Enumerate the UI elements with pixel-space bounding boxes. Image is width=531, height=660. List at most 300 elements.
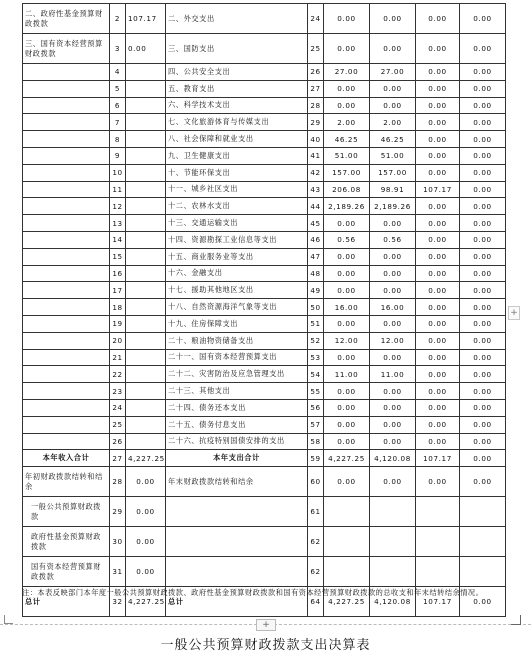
table-cell: 三、国有资本经营预算财政拨款 (23, 34, 110, 64)
table-cell: 4,227.25 (324, 587, 370, 617)
table-cell: 0.00 (126, 497, 166, 527)
table-cell: 21 (110, 349, 126, 366)
table-cell: 157.00 (370, 164, 416, 181)
table-cell: 0.00 (460, 349, 506, 366)
table-cell (126, 181, 166, 198)
table-cell: 107.17 (416, 450, 460, 467)
table-cell: 4,227.25 (126, 587, 166, 617)
table-cell: 20 (110, 332, 126, 349)
table-cell: 6 (110, 97, 126, 114)
table-cell: 0.00 (460, 450, 506, 467)
table-cell: 0.00 (460, 215, 506, 232)
table-cell: 0.00 (416, 315, 460, 332)
table-cell (126, 315, 166, 332)
table-row (23, 147, 506, 164)
table-cell (126, 265, 166, 282)
table-cell: 56 (308, 399, 324, 416)
table-cell: 总计 (166, 587, 308, 617)
table-cell: 12.00 (324, 332, 370, 349)
table-cell (23, 97, 110, 114)
table-cell: 11.00 (324, 366, 370, 383)
table-cell: 二、政府性基金预算财政拨款 (23, 4, 110, 34)
table-cell: 0.00 (416, 265, 460, 282)
table-cell (126, 164, 166, 181)
table-cell (460, 527, 506, 557)
table-cell: 0.00 (370, 215, 416, 232)
table-cell: 7 (110, 114, 126, 131)
table-cell (126, 97, 166, 114)
table-row (23, 34, 506, 64)
table-cell: 0.00 (126, 557, 166, 587)
table-cell: 13 (110, 215, 126, 232)
table-cell: 46.25 (324, 131, 370, 148)
table-cell: 二十二、灾害防治及应急管理支出 (166, 366, 308, 383)
table-cell: 11.00 (370, 366, 416, 383)
table-cell: 47 (308, 248, 324, 265)
table-cell: 七、文化旅游体育与传媒支出 (166, 114, 308, 131)
table-cell: 二十六、抗疫特别国债安排的支出 (166, 433, 308, 450)
table-cell: 十八、自然资源海洋气象等支出 (166, 299, 308, 316)
table-cell (126, 198, 166, 215)
table-cell: 9 (110, 147, 126, 164)
table-cell: 0.00 (460, 147, 506, 164)
table-cell: 十四、资源勘探工业信息等支出 (166, 231, 308, 248)
table-cell: 64 (308, 587, 324, 617)
table-cell: 0.00 (460, 433, 506, 450)
table-cell: 98.91 (370, 181, 416, 198)
table-row (23, 4, 506, 34)
table-cell: 14 (110, 231, 126, 248)
table-cell: 31 (110, 557, 126, 587)
table-cell: 0.00 (416, 282, 460, 299)
table-row (23, 198, 506, 215)
table-cell: 0.00 (126, 467, 166, 497)
table-cell: 五、教育支出 (166, 80, 308, 97)
table-cell (126, 416, 166, 433)
table-cell: 十九、住房保障支出 (166, 315, 308, 332)
table-cell: 0.00 (460, 97, 506, 114)
table-cell: 0.00 (460, 416, 506, 433)
table-cell (370, 497, 416, 527)
page-corner-marker (511, 615, 521, 625)
table-cell: 4 (110, 64, 126, 81)
table-cell: 0.00 (370, 265, 416, 282)
table-cell: 45 (308, 215, 324, 232)
side-expand-button[interactable]: + (508, 306, 520, 320)
table-cell: 0.00 (416, 97, 460, 114)
table-cell: 0.00 (324, 399, 370, 416)
table-cell: 0.00 (370, 34, 416, 64)
table-cell: 0.00 (324, 248, 370, 265)
table-cell: 0.00 (460, 265, 506, 282)
table-cell: 48 (308, 265, 324, 282)
table-cell: 0.00 (324, 467, 370, 497)
table-cell (23, 299, 110, 316)
table-row (23, 383, 506, 400)
table-cell (126, 349, 166, 366)
table-cell: 16.00 (370, 299, 416, 316)
table-cell: 0.00 (370, 383, 416, 400)
table-cell: 19 (110, 315, 126, 332)
table-cell: 0.00 (370, 416, 416, 433)
table-row (23, 114, 506, 131)
table-cell: 0.00 (324, 265, 370, 282)
table-cell: 0.00 (416, 215, 460, 232)
table-cell: 49 (308, 282, 324, 299)
table-cell: 0.00 (370, 97, 416, 114)
table-cell (166, 497, 308, 527)
table-cell (23, 114, 110, 131)
table-cell: 本年收入合计 (23, 450, 110, 467)
table-cell: 本年支出合计 (166, 450, 308, 467)
next-table-title: 一般公共预算财政拨款支出决算表 (160, 638, 371, 653)
table-cell: 17 (110, 282, 126, 299)
table-cell (166, 527, 308, 557)
table-cell: 0.00 (460, 131, 506, 148)
table-cell: 2,189.26 (324, 198, 370, 215)
table-cell: 0.00 (324, 433, 370, 450)
table-cell: 53 (308, 349, 324, 366)
table-cell: 51.00 (324, 147, 370, 164)
table-cell: 0.00 (370, 433, 416, 450)
table-cell (460, 557, 506, 587)
table-cell: 61 (308, 497, 324, 527)
table-cell: 0.00 (370, 467, 416, 497)
table-row (23, 64, 506, 81)
table-cell: 0.00 (460, 282, 506, 299)
table-cell: 0.00 (460, 299, 506, 316)
table-cell: 4,227.25 (126, 450, 166, 467)
table-row (23, 557, 506, 587)
table-row (23, 248, 506, 265)
appropriation-table (22, 3, 506, 617)
table-cell: 27.00 (370, 64, 416, 81)
table-cell: 157.00 (324, 164, 370, 181)
table-cell (23, 265, 110, 282)
table-cell: 0.00 (416, 114, 460, 131)
table-cell: 16 (110, 265, 126, 282)
table-cell: 0.00 (416, 80, 460, 97)
table-cell: 10 (110, 164, 126, 181)
table-cell: 27 (308, 80, 324, 97)
table-cell: 总计 (23, 587, 110, 617)
table-cell (126, 231, 166, 248)
table-cell: 2.00 (324, 114, 370, 131)
table-cell: 0.00 (460, 198, 506, 215)
table-cell: 九、卫生健康支出 (166, 147, 308, 164)
table-cell: 0.00 (370, 349, 416, 366)
table-note: 注：本表反映部门本年度一般公共预算财政拨款、政府性基金预算财政拨款和国有资本经营预算财政拨款的总收支和年末结转结余情况。 (22, 588, 484, 597)
table-cell: 十一、城乡社区支出 (166, 181, 308, 198)
table-cell (324, 497, 370, 527)
table-cell (23, 181, 110, 198)
table-cell: 0.00 (416, 399, 460, 416)
table-cell (416, 557, 460, 587)
table-cell: 32 (110, 587, 126, 617)
table-cell: 0.00 (416, 383, 460, 400)
table-cell: 0.00 (460, 332, 506, 349)
table-cell (370, 527, 416, 557)
table-cell (23, 64, 110, 81)
table-cell: 0.00 (324, 416, 370, 433)
table-cell: 0.00 (460, 64, 506, 81)
table-cell: 0.00 (324, 34, 370, 64)
table-cell: 0.56 (324, 231, 370, 248)
table-cell (126, 114, 166, 131)
table-cell (416, 527, 460, 557)
table-cell: 年初财政拨款结转和结余 (23, 467, 110, 497)
table-cell: 51 (308, 315, 324, 332)
table-cell: 0.00 (324, 97, 370, 114)
table-row (23, 164, 506, 181)
table-cell: 二十一、国有资本经营预算支出 (166, 349, 308, 366)
table-cell (23, 147, 110, 164)
table-cell (126, 366, 166, 383)
table-row (23, 315, 506, 332)
table-cell: 0.00 (416, 433, 460, 450)
table-cell (23, 215, 110, 232)
table-cell: 0.00 (460, 114, 506, 131)
table-cell: 0.00 (416, 64, 460, 81)
table-cell: 22 (110, 366, 126, 383)
table-cell: 16.00 (324, 299, 370, 316)
table-cell: 六、科学技术支出 (166, 97, 308, 114)
table-cell (23, 366, 110, 383)
table-cell: 12.00 (370, 332, 416, 349)
table-cell: 0.00 (126, 34, 166, 64)
table-row (23, 527, 506, 557)
table-cell: 26 (110, 433, 126, 450)
table-cell: 政府性基金预算财政拨款 (23, 527, 110, 557)
table-cell: 0.00 (416, 147, 460, 164)
table-cell: 2.00 (370, 114, 416, 131)
table-cell: 18 (110, 299, 126, 316)
table-cell: 26 (308, 64, 324, 81)
table-cell (324, 557, 370, 587)
table-cell: 23 (110, 383, 126, 400)
table-cell (23, 80, 110, 97)
table-cell: 0.00 (370, 282, 416, 299)
table-cell: 8 (110, 131, 126, 148)
table-cell: 4,120.08 (370, 587, 416, 617)
table-cell: 0.00 (126, 527, 166, 557)
table-cell (166, 557, 308, 587)
table-cell: 0.00 (460, 164, 506, 181)
table-cell (23, 248, 110, 265)
table-cell: 4,120.08 (370, 450, 416, 467)
table-cell: 2,189.26 (370, 198, 416, 215)
table-cell: 44 (308, 198, 324, 215)
table-cell (126, 433, 166, 450)
table-cell: 0.00 (460, 315, 506, 332)
table-cell: 0.00 (324, 315, 370, 332)
table-cell: 0.00 (324, 349, 370, 366)
table-cell: 3 (110, 34, 126, 64)
table-cell (23, 231, 110, 248)
table-cell: 107.17 (126, 4, 166, 34)
table-cell: 62 (308, 527, 324, 557)
table-row (23, 349, 506, 366)
table-cell: 0.00 (460, 399, 506, 416)
table-cell (23, 198, 110, 215)
table-cell: 15 (110, 248, 126, 265)
table-cell (23, 433, 110, 450)
table-cell: 0.00 (416, 4, 460, 34)
table-row (23, 131, 506, 148)
table-cell (126, 299, 166, 316)
table-cell (23, 399, 110, 416)
table-cell: 57 (308, 416, 324, 433)
table-cell: 24 (110, 399, 126, 416)
table-cell: 0.00 (370, 80, 416, 97)
table-cell: 54 (308, 366, 324, 383)
table-cell: 0.56 (370, 231, 416, 248)
table-cell: 0.00 (324, 383, 370, 400)
table-row (23, 332, 506, 349)
table-cell (23, 315, 110, 332)
table-cell: 0.00 (324, 215, 370, 232)
table-row (23, 265, 506, 282)
table-cell: 28 (308, 97, 324, 114)
table-cell: 0.00 (324, 282, 370, 299)
table-cell: 0.00 (324, 4, 370, 34)
table-cell (126, 383, 166, 400)
table-cell: 43 (308, 181, 324, 198)
table-cell: 十三、交通运输支出 (166, 215, 308, 232)
table-cell: 0.00 (460, 231, 506, 248)
table-cell: 二、外交支出 (166, 4, 308, 34)
table-cell (126, 131, 166, 148)
table-cell: 40 (308, 131, 324, 148)
table-cell: 11 (110, 181, 126, 198)
table-cell (324, 527, 370, 557)
table-cell: 42 (308, 164, 324, 181)
table-cell: 107.17 (416, 181, 460, 198)
table-cell: 29 (308, 114, 324, 131)
table-cell: 十七、援助其他地区支出 (166, 282, 308, 299)
table-cell (23, 164, 110, 181)
table-row (23, 433, 506, 450)
table-cell: 0.00 (460, 366, 506, 383)
table-cell: 一般公共预算财政拨款 (23, 497, 110, 527)
table-cell: 0.00 (460, 587, 506, 617)
table-cell: 八、社会保障和就业支出 (166, 131, 308, 148)
table-cell (126, 399, 166, 416)
table-cell (126, 332, 166, 349)
table-cell: 0.00 (416, 416, 460, 433)
table-cell: 28 (110, 467, 126, 497)
table-cell: 0.00 (416, 366, 460, 383)
page-corner-marker-left (4, 615, 13, 624)
table-cell: 0.00 (416, 231, 460, 248)
table-cell: 十五、商业服务业等支出 (166, 248, 308, 265)
table-cell: 2 (110, 4, 126, 34)
table-cell: 0.00 (324, 80, 370, 97)
table-cell (23, 383, 110, 400)
table-cell: 二十三、其他支出 (166, 383, 308, 400)
table-row (23, 231, 506, 248)
table-cell: 24 (308, 4, 324, 34)
table-cell: 27.00 (324, 64, 370, 81)
table-row (23, 467, 506, 497)
table-cell: 30 (110, 527, 126, 557)
table-cell: 0.00 (460, 383, 506, 400)
table-row (23, 416, 506, 433)
table-cell (126, 215, 166, 232)
table-cell (23, 416, 110, 433)
table-row (23, 399, 506, 416)
table-cell (126, 248, 166, 265)
table-cell: 0.00 (460, 80, 506, 97)
table-cell: 60 (308, 467, 324, 497)
table-cell: 107.17 (416, 587, 460, 617)
table-cell (23, 131, 110, 148)
table-cell: 41 (308, 147, 324, 164)
table-cell (126, 282, 166, 299)
table-cell: 0.00 (460, 181, 506, 198)
table-body (23, 4, 506, 617)
table-cell: 5 (110, 80, 126, 97)
table-cell: 0.00 (370, 399, 416, 416)
table-cell (416, 497, 460, 527)
table-row (23, 299, 506, 316)
table-cell: 三、国防支出 (166, 34, 308, 64)
table-cell: 0.00 (416, 299, 460, 316)
table-cell: 0.00 (460, 4, 506, 34)
table-cell: 二十、粮油物资储备支出 (166, 332, 308, 349)
table-cell: 52 (308, 332, 324, 349)
table-cell: 62 (308, 557, 324, 587)
table-cell: 年末财政拨款结转和结余 (166, 467, 308, 497)
table-cell (370, 557, 416, 587)
table-cell: 27 (110, 450, 126, 467)
table-cell: 4,227.25 (324, 450, 370, 467)
table-cell: 0.00 (416, 131, 460, 148)
table-row (23, 497, 506, 527)
table-cell: 0.00 (370, 315, 416, 332)
table-cell: 0.00 (460, 34, 506, 64)
table-cell: 0.00 (370, 248, 416, 265)
table-cell (23, 332, 110, 349)
table-cell: 29 (110, 497, 126, 527)
table-cell: 46.25 (370, 131, 416, 148)
table-row (23, 215, 506, 232)
table-cell: 55 (308, 383, 324, 400)
table-cell: 0.00 (416, 467, 460, 497)
table-row (23, 97, 506, 114)
table-cell: 0.00 (416, 332, 460, 349)
table-cell: 十六、金融支出 (166, 265, 308, 282)
table-cell: 0.00 (416, 164, 460, 181)
table-cell: 0.00 (416, 34, 460, 64)
table-cell: 0.00 (416, 248, 460, 265)
table-cell: 25 (308, 34, 324, 64)
table-cell: 四、公共安全支出 (166, 64, 308, 81)
table-row (23, 80, 506, 97)
table-cell (126, 64, 166, 81)
table-cell: 50 (308, 299, 324, 316)
table-cell (460, 497, 506, 527)
table-cell: 206.08 (324, 181, 370, 198)
table-cell: 58 (308, 433, 324, 450)
add-page-button[interactable]: + (256, 619, 276, 631)
table-cell (126, 80, 166, 97)
table-row (23, 450, 506, 467)
table-cell (126, 147, 166, 164)
table-cell: 0.00 (370, 4, 416, 34)
table-cell: 0.00 (416, 198, 460, 215)
table-cell: 国有资本经营预算财政拨款 (23, 557, 110, 587)
